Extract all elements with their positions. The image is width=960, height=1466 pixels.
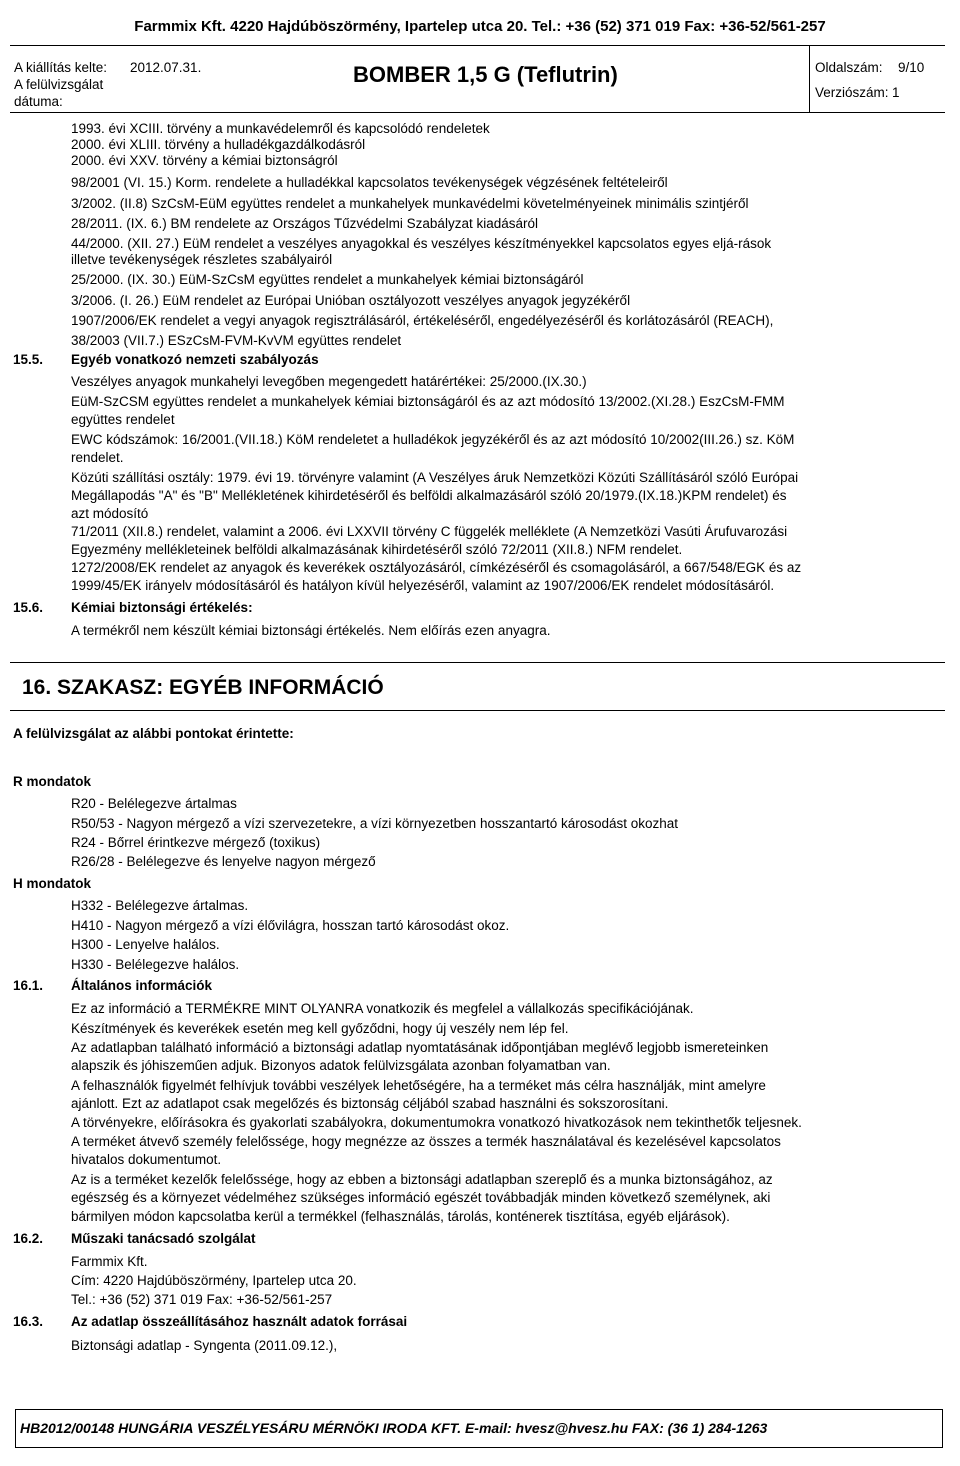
review-date-label-line2: dátuma: — [14, 94, 63, 109]
text-line: Ez az információ a TERMÉKRE MINT OLYANRA vonatkozik és megfelel a vállalkozás specifikációjának. — [71, 1001, 694, 1016]
text-line: alapszik és jóhiszeműen adjuk. Bizonyos adatok felülvizsgálata azonban folyamatban van. — [71, 1058, 611, 1073]
text-line: hivatalos dokumentumot. — [71, 1152, 222, 1167]
header-company-line: Farmmix Kft. 4220 Hajdúböszörmény, Ipartelep utca 20. Tel.: +36 (52) 371 019 Fax: +36-52/561-257 — [134, 18, 826, 35]
issue-date-label: A kiállítás kelte: — [14, 60, 108, 75]
r-phrases-heading: R mondatok — [13, 774, 92, 789]
section-16-2-heading: Műszaki tanácsadó szolgálat — [71, 1231, 256, 1246]
h-statement: H330 - Belélegezve halálos. — [71, 957, 240, 972]
document-title: BOMBER 1,5 G (Teflutrin) — [353, 62, 618, 87]
text-line: Az is a terméket kezelők felelőssége, hogy az ebben a biztonsági adatlapban szereplő és a munka biztonságához, az — [71, 1172, 773, 1187]
text-line: ajánlott. Ezt az adatlapot csak megelőzés és biztonság céljából szabad használni és sokszorosítani. — [71, 1096, 669, 1111]
section-16-3-number: 16.3. — [13, 1314, 44, 1329]
r-phrase: R20 - Belélegezve ártalmas — [71, 796, 237, 811]
text-line: EWC kódszámok: 16/2001.(VII.18.) KöM rendeletet a hulladékok jegyzékéről és az azt módosító 10/2002(III.26.) sz. KöM — [71, 432, 795, 447]
r-phrase: R24 - Bőrrel érintkezve mérgező (toxikus) — [71, 835, 321, 850]
regulation-line: 1907/2006/EK rendelet a vegyi anyagok regisztrálásáról, értékeléséről, engedélyezéséről és korlátozásáról (REACH), — [71, 313, 774, 328]
regulation-line: illetve tevékenységek részletes szabályairól — [71, 252, 333, 267]
text-line: együttes rendelet — [71, 412, 175, 427]
text-line: Az adatlapban található információ a biztonsági adatlap nyomtatásának időpontjában meglévő legjobb ismereteinken — [71, 1040, 769, 1055]
section-16-2-number: 16.2. — [13, 1231, 44, 1246]
issue-date-value: 2012.07.31. — [130, 60, 202, 75]
regulation-line: 1993. évi XCIII. törvény a munkavédelemről és kapcsolódó rendeletek — [71, 121, 490, 136]
header-bottom-rule — [10, 112, 945, 113]
section-15-5-number: 15.5. — [13, 352, 44, 367]
text-line: Megállapodás "A" és "B" Mellékletének kihirdetéséről és belföldi alkalmazásáról szóló 20/1979.(IX.18.)KPM rendelet) és — [71, 488, 787, 503]
text-line: A törvényekre, előírásokra és gyakorlati szabályokra, dokumentumokra vonatkozó hivatkozások nem tekinthetők teljesnek. — [71, 1115, 802, 1130]
header-top-rule — [10, 45, 945, 46]
text-line: bármilyen módon kapcsolatba kerül a termékkel (felhasználás, tárolás, konténerek tisztítása, egyéb eljárások). — [71, 1209, 730, 1224]
text-line: 1272/2008/EK rendelet az anyagok és keverékek osztályozásáról, címkézéséről és csomagolásáról, a 667/548/EGK és az — [71, 560, 802, 575]
page-number-label: Oldalszám: — [815, 60, 883, 75]
section-16-3-heading: Az adatlap összeállításához használt adatok forrásai — [71, 1314, 408, 1329]
page-number-value: 9/10 — [898, 60, 925, 75]
text-line: Tel.: +36 (52) 371 019 Fax: +36-52/561-257 — [71, 1292, 333, 1307]
r-phrase: R26/28 - Belélegezve és lenyelve nagyon mérgező — [71, 854, 376, 869]
text-line: Cím: 4220 Hajdúböszörmény, Ipartelep utca 20. — [71, 1273, 357, 1288]
text-line: azt módosító — [71, 506, 149, 521]
regulation-line: 3/2002. (II.8) SzCsM-EüM együttes rendelet a munkahelyek munkavédelmi követelményeinek minimális szintjéről — [71, 196, 749, 211]
text-line: 1999/45/EK irányelv módosításáról és hatályon kívül helyezéséről, valamint az 1907/2006/EK rendelet módosításáról. — [71, 578, 775, 593]
h-statements-heading: H mondatok — [13, 876, 92, 891]
regulation-line: 3/2006. (I. 26.) EüM rendelet az Európai Unióban osztályozott veszélyes anyagok jegyzékéről — [71, 293, 631, 308]
version-label: Verziószám: — [815, 85, 889, 100]
section-15-5-heading: Egyéb vonatkozó nemzeti szabályozás — [71, 352, 319, 367]
text-line: rendelet. — [71, 450, 124, 465]
regulation-line: 25/2000. (IX. 30.) EüM-SzCsM együttes rendelet a munkahelyek kémiai biztonságáról — [71, 272, 584, 287]
footer-text: HB2012/00148 HUNGÁRIA VESZÉLYESÁRU MÉRNÖKI IRODA KFT. E-mail: hvesz@hvesz.hu FAX: (36 1) 284-1263 — [20, 1420, 768, 1436]
text-line: A felhasználók figyelmét felhívjuk további veszélyek lehetőségére, ha a terméket más célra használják, mint amelyre — [71, 1078, 766, 1093]
text-line: Közúti szállítási osztály: 1979. évi 19. törvényre valamint (A Veszélyes áruk Nemzetközi Közúti Szállításáról szóló Európai — [71, 470, 799, 485]
text-line: A terméket átvevő személy felelőssége, hogy megnézze az összes a termék használatával és kezelésével kapcsolatos — [71, 1134, 781, 1149]
text-line: Veszélyes anyagok munkahelyi levegőben megengedett határértékei: 25/2000.(IX.30.) — [71, 374, 587, 389]
review-heading: A felülvizsgálat az alábbi pontokat érintette: — [13, 726, 294, 741]
header-divider — [809, 46, 810, 112]
text-line: 71/2011 (XII.8.) rendelet, valamint a 2006. évi LXXVII törvény C függelék melléklete (A Nemzetközi Vasúti Árufuvarozási — [71, 524, 788, 539]
review-date-label-line1: A felülvizsgálat — [14, 77, 104, 92]
regulation-line: 98/2001 (VI. 15.) Korm. rendelete a hulladékkal kapcsolatos tevékenységek végzésének feltételeiről — [71, 175, 668, 190]
h-statement: H410 - Nagyon mérgező a vízi élővilágra, hosszan tartó károsodást okoz. — [71, 918, 510, 933]
h-statement: H332 - Belélegezve ártalmas. — [71, 898, 249, 913]
section-16-top-rule — [10, 662, 945, 663]
regulation-line: 44/2000. (XII. 27.) EüM rendelet a veszélyes anyagokkal és veszélyes készítményekkel kapcsolatos egyes eljá-rások — [71, 236, 772, 251]
text-line: EüM-SzCSM együttes rendelet a munkahelyek kémiai biztonságáról és az azt módosító 13/2002.(XI.28.) EszCsM-FMM — [71, 394, 785, 409]
section-16-1-number: 16.1. — [13, 978, 44, 993]
text-line: egészség és a környezet védelméhez szükséges információ egészét továbbadják minden következő személynek, aki — [71, 1190, 771, 1205]
regulation-line: 28/2011. (IX. 6.) BM rendelete az Országos Tűzvédelmi Szabályzat kiadásáról — [71, 216, 538, 231]
regulation-line: 2000. évi XXV. törvény a kémiai biztonságról — [71, 153, 338, 168]
regulation-line: 38/2003 (VII.7.) ESzCsM-FVM-KvVM együttes rendelet — [71, 333, 402, 348]
text-line: Biztonsági adatlap - Syngenta (2011.09.12.), — [71, 1338, 338, 1353]
text-line: A termékről nem készült kémiai biztonsági értékelés. Nem előírás ezen anyagra. — [71, 623, 551, 638]
text-line: Készítmények és keverékek esetén meg kell győződni, hogy új veszély nem lép fel. — [71, 1021, 569, 1036]
h-statement: H300 - Lenyelve halálos. — [71, 937, 220, 952]
text-line: Egyezmény mellékleteinek belföldi alkalmazásának kihirdetéséről szóló 72/2011 (XII.8.) NFM rendelet. — [71, 542, 683, 557]
section-16-title: 16. SZAKASZ: EGYÉB INFORMÁCIÓ — [22, 676, 384, 699]
version-value: 1 — [892, 85, 900, 100]
regulation-line: 2000. évi XLIII. törvény a hulladékgazdálkodásról — [71, 137, 366, 152]
section-16-bottom-rule — [10, 710, 945, 711]
section-15-6-number: 15.6. — [13, 600, 44, 615]
section-15-6-heading: Kémiai biztonsági értékelés: — [71, 600, 253, 615]
r-phrase: R50/53 - Nagyon mérgező a vízi szervezetekre, a vízi környezetben hosszantartó károsodást okozhat — [71, 816, 679, 831]
text-line: Farmmix Kft. — [71, 1254, 148, 1269]
section-16-1-heading: Általános információk — [71, 978, 213, 993]
